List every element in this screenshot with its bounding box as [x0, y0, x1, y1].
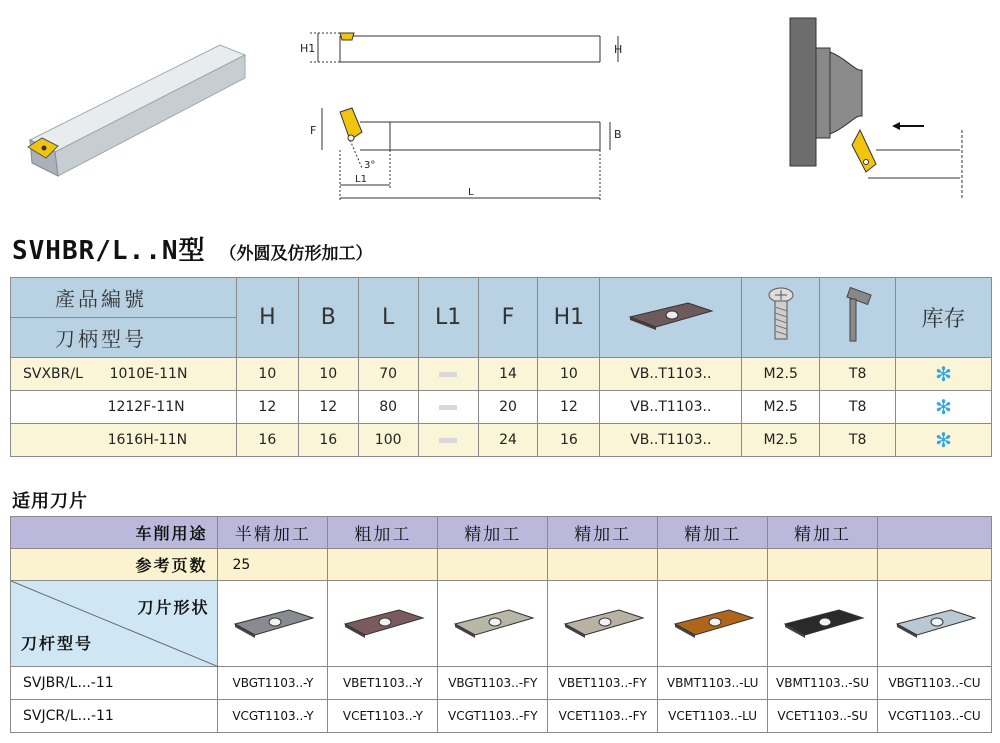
- diagonal-divider: [11, 581, 219, 667]
- insert-model-cell: VBET1103..-Y: [328, 667, 438, 700]
- l1-cell: [418, 358, 478, 391]
- key-cell: T8: [820, 424, 896, 457]
- insert-cell: VB..T1103..: [600, 424, 742, 457]
- turning-illustration: [790, 18, 962, 200]
- insert-cell: VB..T1103..: [600, 391, 742, 424]
- insert-image-cell: [218, 581, 328, 667]
- dim-l1-label: L1: [355, 174, 367, 185]
- holder-code-cell: [11, 391, 237, 424]
- insert-model-cell: VCET1103..-FY: [548, 700, 658, 733]
- insert-model-cell: VCGT1103..-Y: [218, 700, 328, 733]
- in-stock-snowflake-icon: ✻: [935, 427, 952, 452]
- col-h1-header: H1: [538, 278, 600, 358]
- insert-model-cell: VCET1103..-Y: [328, 700, 438, 733]
- holder-model-cell: SVJCR/L...-11: [11, 700, 218, 733]
- use-cell: 精加工: [658, 517, 768, 549]
- screw-cell: M2.5: [742, 391, 820, 424]
- insert-image-cell: [548, 581, 658, 667]
- use-cell: 精加工: [768, 517, 878, 549]
- insert-icon: [445, 602, 541, 642]
- insert-model-cell: VBGT1103..-Y: [218, 667, 328, 700]
- code-value: 1010E-11N: [109, 366, 188, 382]
- page-value: 25: [218, 549, 328, 581]
- h1-cell: 10: [538, 358, 600, 391]
- b-cell: 10: [298, 358, 358, 391]
- insert-icon: [887, 602, 983, 642]
- h-cell: 16: [236, 424, 298, 457]
- holder-model-cell: SVJBR/L...-11: [11, 667, 218, 700]
- b-cell: 12: [298, 391, 358, 424]
- spec-row: [11, 358, 992, 391]
- screw-cell: M2.5: [742, 358, 820, 391]
- col-l-header: L: [358, 278, 418, 358]
- use-cell: 精加工: [548, 517, 658, 549]
- model-series-title: SVHBR/L..N型: [12, 236, 206, 266]
- insert-model-cell: VCET1103..-LU: [658, 700, 768, 733]
- l-cell: 100: [358, 424, 418, 457]
- insert-model-cell: VBGT1103..-CU: [878, 667, 992, 700]
- insert-image-cell: [658, 581, 768, 667]
- f-cell: 24: [478, 424, 538, 457]
- insert-model-cell: VCGT1103..-CU: [878, 700, 992, 733]
- dim-angle-label: 3°: [364, 160, 376, 171]
- l-cell: 80: [358, 391, 418, 424]
- dim-b-label: B: [614, 128, 622, 141]
- col-h-header: H: [236, 278, 298, 358]
- h1-cell: 16: [538, 424, 600, 457]
- insert-model-cell: VBET1103..-FY: [548, 667, 658, 700]
- col-insert-header: [600, 278, 742, 358]
- insert-image-cell: [328, 581, 438, 667]
- f-cell: 14: [478, 358, 538, 391]
- shape-label: 刀片形状: [137, 598, 210, 617]
- insert-model-cell: VBGT1103..-FY: [438, 667, 548, 700]
- col-screw-header: [742, 278, 820, 358]
- h-cell: 12: [236, 391, 298, 424]
- code-prefix: SVXBR/L: [23, 366, 83, 382]
- holder-code-cell: [11, 358, 237, 391]
- code-value: 1616H-11N: [107, 432, 188, 448]
- empty-dash: [439, 405, 457, 410]
- page-row: [11, 549, 992, 581]
- torx-key-icon: [838, 285, 878, 345]
- tool-holder-3d-image: [28, 45, 245, 176]
- h-cell: 10: [236, 358, 298, 391]
- insert-icon: [335, 602, 431, 642]
- insert-icon: [225, 602, 321, 642]
- spec-row: [11, 391, 992, 424]
- insert-image-cell: [438, 581, 548, 667]
- use-cell: [878, 517, 992, 549]
- empty-dash: [439, 438, 457, 443]
- code-value: 1212F-11N: [107, 399, 185, 415]
- l-cell: 70: [358, 358, 418, 391]
- insert-icon: [626, 297, 716, 333]
- use-row: [11, 517, 992, 549]
- holder-code-cell: [11, 424, 237, 457]
- spec-row: [11, 424, 992, 457]
- insert-model-cell: VBMT1103..-SU: [768, 667, 878, 700]
- use-cell: 精加工: [438, 517, 548, 549]
- use-label: 车削用途: [11, 517, 218, 549]
- plan-view-drawing: [322, 108, 610, 200]
- insert-image-cell: [768, 581, 878, 667]
- key-cell: T8: [820, 391, 896, 424]
- shape-holder-header: [11, 581, 218, 667]
- col-key-header: [820, 278, 896, 358]
- insert-cell: VB..T1103..: [600, 358, 742, 391]
- f-cell: 20: [478, 391, 538, 424]
- product-number-header: 產品編號: [11, 278, 237, 318]
- page-title: [12, 230, 373, 266]
- insert-icon: [775, 602, 871, 642]
- dim-h1-label: H1: [300, 42, 316, 55]
- insert-model-cell: VCGT1103..-FY: [438, 700, 548, 733]
- l1-cell: [418, 424, 478, 457]
- dim-l-label: L: [468, 187, 474, 198]
- model-row: [11, 667, 992, 700]
- holder-label: 刀杆型号: [21, 634, 94, 653]
- shape-row: [11, 581, 992, 667]
- col-stock-header: 库存: [896, 278, 992, 358]
- in-stock-snowflake-icon: ✻: [935, 361, 952, 386]
- b-cell: 16: [298, 424, 358, 457]
- applicable-inserts-heading: 适用刀片: [12, 491, 88, 512]
- l1-cell: [418, 391, 478, 424]
- dim-f-label: F: [310, 124, 317, 137]
- empty-dash: [439, 372, 457, 377]
- stock-cell: [896, 391, 992, 424]
- use-cell: 粗加工: [328, 517, 438, 549]
- insert-table: [10, 516, 992, 733]
- insert-model-cell: VBMT1103..-LU: [658, 667, 768, 700]
- spec-table: [10, 277, 992, 457]
- col-l1-header: L1: [418, 278, 478, 358]
- key-cell: T8: [820, 358, 896, 391]
- h1-cell: 12: [538, 391, 600, 424]
- in-stock-snowflake-icon: ✻: [935, 394, 952, 419]
- insert-model-cell: VCET1103..-SU: [768, 700, 878, 733]
- stock-cell: [896, 358, 992, 391]
- use-cell: 半精加工: [218, 517, 328, 549]
- screw-icon: [764, 285, 798, 345]
- model-row: [11, 700, 992, 733]
- model-series-subtitle: （外圆及仿形加工）: [219, 244, 373, 264]
- screw-cell: M2.5: [742, 424, 820, 457]
- insert-icon: [665, 602, 761, 642]
- stock-cell: [896, 424, 992, 457]
- holder-model-header: 刀柄型号: [11, 318, 237, 358]
- dim-h-label: H: [614, 43, 623, 56]
- side-view-drawing: [310, 33, 618, 62]
- insert-icon: [555, 602, 651, 642]
- col-f-header: F: [478, 278, 538, 358]
- insert-image-cell: [878, 581, 992, 667]
- page-label: 参考页数: [11, 549, 218, 581]
- product-drawings: [0, 0, 1000, 225]
- col-b-header: B: [298, 278, 358, 358]
